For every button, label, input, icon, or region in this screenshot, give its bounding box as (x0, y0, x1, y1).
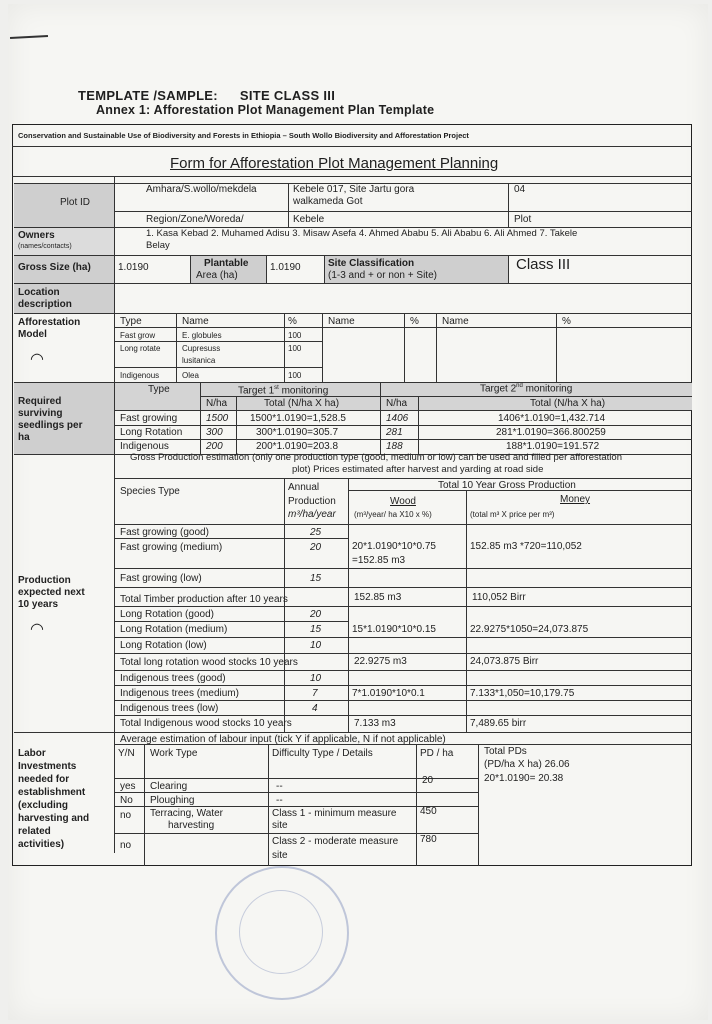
seedling-row-type: Fast growing (120, 413, 178, 424)
seedling-row-n1: 200 (206, 441, 223, 452)
rule (114, 211, 692, 212)
long-low-value: 10 (310, 640, 322, 651)
model-label-2: Model (18, 329, 47, 340)
labor-row-diff: Class 2 - moderate measure (272, 836, 399, 847)
kebele-value: Kebele 017, Site Jartu gora (293, 184, 415, 195)
fast-medium-wood-2: =152.85 m3 (352, 555, 406, 566)
seedlings-label-3: seedlings per (18, 420, 83, 431)
rule (416, 744, 417, 866)
seedlings-label: Required (18, 396, 62, 407)
rule (14, 283, 692, 284)
rule (114, 621, 348, 622)
ind-medium-value: 7 (312, 688, 318, 699)
rule (114, 367, 322, 368)
plot-header: Plot (514, 214, 532, 225)
fast-medium-label: Fast growing (medium) (120, 542, 223, 553)
owners-sublabel: (names/contacts) (18, 243, 72, 250)
production-label-2: expected next (18, 587, 85, 598)
labor-row-work-2: harvesting (168, 820, 215, 831)
model-col-pct-3: % (562, 316, 571, 327)
site-class-label: Site Classification (328, 258, 415, 269)
labor-col-total: Total PDs (484, 746, 527, 757)
model-label: Afforestation (18, 317, 81, 328)
site-class-sub: (1-3 and + or non + Site) (328, 270, 437, 281)
labor-label-3: needed for (18, 774, 70, 785)
seedling-row-t2: 281*1.0190=366.800259 (496, 427, 606, 438)
ind-medium-label: Indigenous trees (medium) (120, 688, 239, 699)
seedling-row-n1: 1500 (206, 413, 229, 424)
labor-row-work: Terracing, Water (150, 808, 223, 819)
project-title: Conservation and Sustainable Use of Biodiversity and Forests in Ethiopia – South Wollo Biodiversity and Afforestation Project (18, 131, 469, 140)
rule (14, 313, 692, 314)
owners-label: Owners (18, 230, 55, 241)
region-header: Region/Zone/Woreda/ (146, 214, 244, 225)
rule (508, 255, 509, 283)
form-title: Form for Afforestation Plot Management Planning (170, 155, 499, 172)
money-sub: (total m³ X price per m³) (470, 510, 555, 519)
ind-low-value: 4 (312, 703, 318, 714)
rule (200, 396, 692, 397)
rule (114, 587, 692, 588)
rule (114, 538, 348, 539)
ind-total-money: 7,489.65 birr (470, 718, 527, 729)
ind-total-label: Total Indigenous wood stocks 10 years (120, 718, 292, 729)
long-total-money: 24,073.875 Birr (470, 656, 539, 667)
ind-medium-money: 7.133*1,050=10,179.75 (470, 688, 575, 699)
rule (114, 410, 692, 411)
rule (114, 744, 692, 745)
labor-row-yn: no (120, 840, 132, 851)
plantable-value: 1.0190 (270, 262, 301, 273)
labor-row-diff-2: site (272, 850, 288, 861)
rule (114, 524, 692, 525)
labor-col-diff: Difficulty Type / Details (272, 748, 373, 759)
model-col-name-2: Name (328, 316, 355, 327)
seedling-row-type: Long Rotation (120, 427, 183, 438)
seedlings-col-total: Total (N/ha X ha) (264, 398, 340, 409)
model-row-pct: 100 (288, 344, 302, 353)
rule (114, 439, 692, 440)
target2-heading: Target 2nd monitoring (480, 383, 573, 395)
labor-row-diff-2: site (272, 820, 288, 831)
wood-header: Wood (390, 496, 416, 507)
plot-value: 04 (514, 184, 526, 195)
official-seal-stamp (215, 866, 349, 1000)
rule (176, 313, 177, 382)
model-row-name: Cupresuss (182, 344, 221, 353)
species-type-header: Species Type (120, 486, 180, 497)
long-total-label: Total long rotation wood stocks 10 years (120, 657, 298, 668)
model-col-pct: % (288, 316, 297, 327)
production-note-2: plot) Prices estimated after harvest and yarding at road side (292, 464, 544, 475)
seedling-row-t2: 188*1.0190=191.572 (506, 441, 600, 452)
model-row-name: E. globules (182, 331, 222, 340)
fast-medium-money: 152.85 m3 *720=110,052 (470, 541, 582, 552)
rule (284, 478, 285, 732)
rule (284, 313, 285, 382)
labor-col-pd: PD / ha (420, 748, 454, 759)
plantable-label: Plantable (204, 258, 249, 269)
labor-row-pd: 20 (422, 775, 434, 786)
long-good-value: 20 (310, 609, 322, 620)
rule (114, 425, 692, 426)
model-row-pct: 100 (288, 331, 302, 340)
gross-size-value: 1.0190 (118, 262, 149, 273)
model-col-name: Name (182, 316, 209, 327)
owners-list-2: Belay (146, 240, 170, 251)
long-medium-wood: 15*1.0190*10*0.15 (352, 624, 436, 635)
seedling-row-n2: 1406 (386, 413, 409, 424)
kebele-value-2: walkameda Got (293, 196, 363, 207)
rule (190, 255, 191, 283)
production-note: Gross Production estimation (only one production type (good, medium or low) can be used and filled per afforestation (130, 452, 622, 463)
long-total-wood: 22.9275 m3 (354, 656, 407, 667)
labor-row-work: Clearing (150, 781, 188, 792)
labor-label-5: (excluding (18, 800, 69, 811)
rule (404, 313, 405, 382)
seedling-row-n2: 188 (386, 441, 403, 452)
labor-label-2: Investments (18, 761, 77, 772)
annual-header-2: Production (288, 496, 336, 507)
labor-col-work: Work Type (150, 748, 198, 759)
fast-medium-value: 20 (310, 542, 322, 553)
rule (114, 700, 692, 701)
long-medium-value: 15 (310, 624, 322, 635)
model-col-name-3: Name (442, 316, 469, 327)
model-row-type: Long rotate (120, 344, 161, 353)
seedling-row-t1: 300*1.0190=305.7 (256, 427, 339, 438)
rule (348, 490, 692, 491)
seedling-row-type: Indigenous (120, 441, 169, 452)
model-col-pct-2: % (410, 316, 419, 327)
ind-good-value: 10 (310, 673, 322, 684)
labor-total-calc: 20*1.0190= 20.38 (484, 773, 564, 784)
seedlings-label-2: surviving (18, 408, 63, 419)
site-class-value: Class III (516, 256, 571, 273)
rule (14, 382, 692, 383)
rule (114, 715, 692, 716)
seedling-row-t1: 1500*1.0190=1,528.5 (250, 413, 346, 424)
rule (114, 478, 692, 479)
rule (114, 568, 692, 569)
wood-sub: (m³/year/ ha X10 x %) (354, 510, 432, 519)
timber-total-label: Total Timber production after 10 years (120, 594, 288, 605)
labor-label: Labor (18, 748, 46, 759)
wifi-doodle-icon: ◠ (30, 351, 44, 368)
ind-medium-wood: 7*1.0190*10*0.1 (352, 688, 425, 699)
labor-label-4: establishment (18, 787, 86, 798)
labor-row-yn: yes (120, 781, 136, 792)
seedlings-col-nha-2: N/ha (386, 398, 408, 409)
labor-label-8: activities) (18, 839, 65, 850)
labor-intro: Average estimation of labour input (tick Y if applicable, N if not applicable) (120, 734, 446, 745)
fast-medium-wood: 20*1.0190*10*0.75 (352, 541, 436, 552)
site-class-heading: SITE CLASS III (239, 88, 336, 103)
rule (14, 255, 692, 256)
ind-good-label: Indigenous trees (good) (120, 673, 226, 684)
rule (114, 341, 322, 342)
long-low-label: Long Rotation (low) (120, 640, 207, 651)
rule (380, 382, 381, 454)
model-col-type: Type (120, 316, 142, 327)
labor-col-yn: Y/N (118, 748, 135, 759)
wifi-doodle-icon: ◠ (30, 621, 44, 638)
rule (324, 255, 325, 283)
long-medium-money: 22.9275*1050=24,073.875 (470, 624, 589, 635)
labor-label-6: harvesting and (18, 813, 90, 824)
labor-row-work: Ploughing (150, 795, 195, 806)
rule (288, 183, 289, 227)
seedling-row-n2: 281 (386, 427, 403, 438)
timber-total-money: 110,052 Birr (472, 592, 526, 603)
ind-low-label: Indigenous trees (low) (120, 703, 219, 714)
model-row-pct: 100 (288, 371, 302, 380)
region-value: Amhara/S.wollo/mekdela (146, 184, 257, 195)
rule (114, 670, 692, 671)
rule (348, 478, 349, 732)
rule (114, 653, 692, 654)
seedlings-label-4: ha (18, 432, 30, 443)
plantable-label-2: Area (ha) (196, 270, 238, 281)
rule (114, 685, 692, 686)
long-good-label: Long Rotation (good) (120, 609, 214, 620)
model-row-type: Fast grow (120, 331, 156, 340)
target1-heading: Target 1st monitoring (238, 385, 329, 397)
rule (14, 732, 692, 733)
money-header: Money (560, 494, 591, 505)
labor-row-yn: No (120, 795, 133, 806)
kebele-header: Kebele (293, 214, 325, 225)
production-label-3: 10 years (18, 599, 59, 610)
seedling-row-t2: 1406*1.0190=1,432.714 (498, 413, 606, 424)
labor-row-pd: 780 (420, 834, 437, 845)
rule (114, 792, 478, 793)
seedlings-col-nha: N/ha (206, 398, 228, 409)
annual-header: Annual (288, 482, 320, 493)
fast-good-label: Fast growing (good) (120, 527, 209, 538)
seedling-row-t1: 200*1.0190=203.8 (256, 441, 339, 452)
rule (266, 255, 267, 283)
annex-title: Annex 1: Afforestation Plot Management Plan Template (96, 103, 435, 117)
production-label: Production (18, 575, 71, 586)
rule (114, 637, 692, 638)
gross-size-label: Gross Size (ha) (18, 262, 91, 273)
rule (466, 490, 467, 732)
location-label-2: description (18, 299, 72, 310)
rule (556, 313, 557, 382)
model-row-type: Indigenous (120, 371, 160, 380)
ind-total-wood: 7.133 m3 (354, 718, 396, 729)
plot-id-label: Plot ID (60, 197, 91, 208)
labor-row-diff: -- (276, 781, 283, 792)
rule (436, 313, 437, 382)
rule (144, 744, 145, 866)
seedlings-col-type: Type (148, 384, 170, 395)
seedlings-col-total-2: Total (N/ha X ha) (530, 398, 606, 409)
rule (114, 606, 692, 607)
long-medium-label: Long Rotation (medium) (120, 624, 228, 635)
rule (322, 313, 323, 382)
rule (114, 327, 692, 328)
fast-good-value: 25 (310, 527, 322, 538)
template-label: TEMPLATE /SAMPLE: (78, 88, 218, 103)
fast-low-label: Fast growing (low) (120, 573, 202, 584)
annual-header-3: m³/ha/year (288, 509, 336, 520)
model-row-name-cont: lusitanica (182, 356, 216, 365)
location-label: Location (18, 287, 60, 298)
template-heading (78, 88, 335, 103)
labor-label-7: related (18, 826, 51, 837)
rule (478, 744, 479, 866)
labor-col-total-2: (PD/ha X ha) 26.06 (484, 759, 570, 770)
left-column-rule (114, 176, 115, 853)
rule (12, 146, 692, 147)
labor-row-yn: no (120, 810, 132, 821)
labor-row-pd: 450 (420, 806, 437, 817)
total-10-header: Total 10 Year Gross Production (438, 480, 576, 491)
labor-row-diff: -- (276, 795, 283, 806)
seedling-row-n1: 300 (206, 427, 223, 438)
owners-list: 1. Kasa Kebad 2. Muhamed Adisu 3. Misaw Asefa 4. Ahmed Ababu 5. Ali Ababu 6. Ali Ahmed 7. Takele (146, 228, 578, 239)
rule (508, 183, 509, 227)
timber-total-wood: 152.85 m3 (354, 592, 402, 603)
labor-row-diff: Class 1 - minimum measure (272, 808, 397, 819)
rule (200, 382, 201, 454)
model-row-name: Olea (182, 371, 199, 380)
fast-low-value: 15 (310, 573, 322, 584)
rule (268, 744, 269, 866)
